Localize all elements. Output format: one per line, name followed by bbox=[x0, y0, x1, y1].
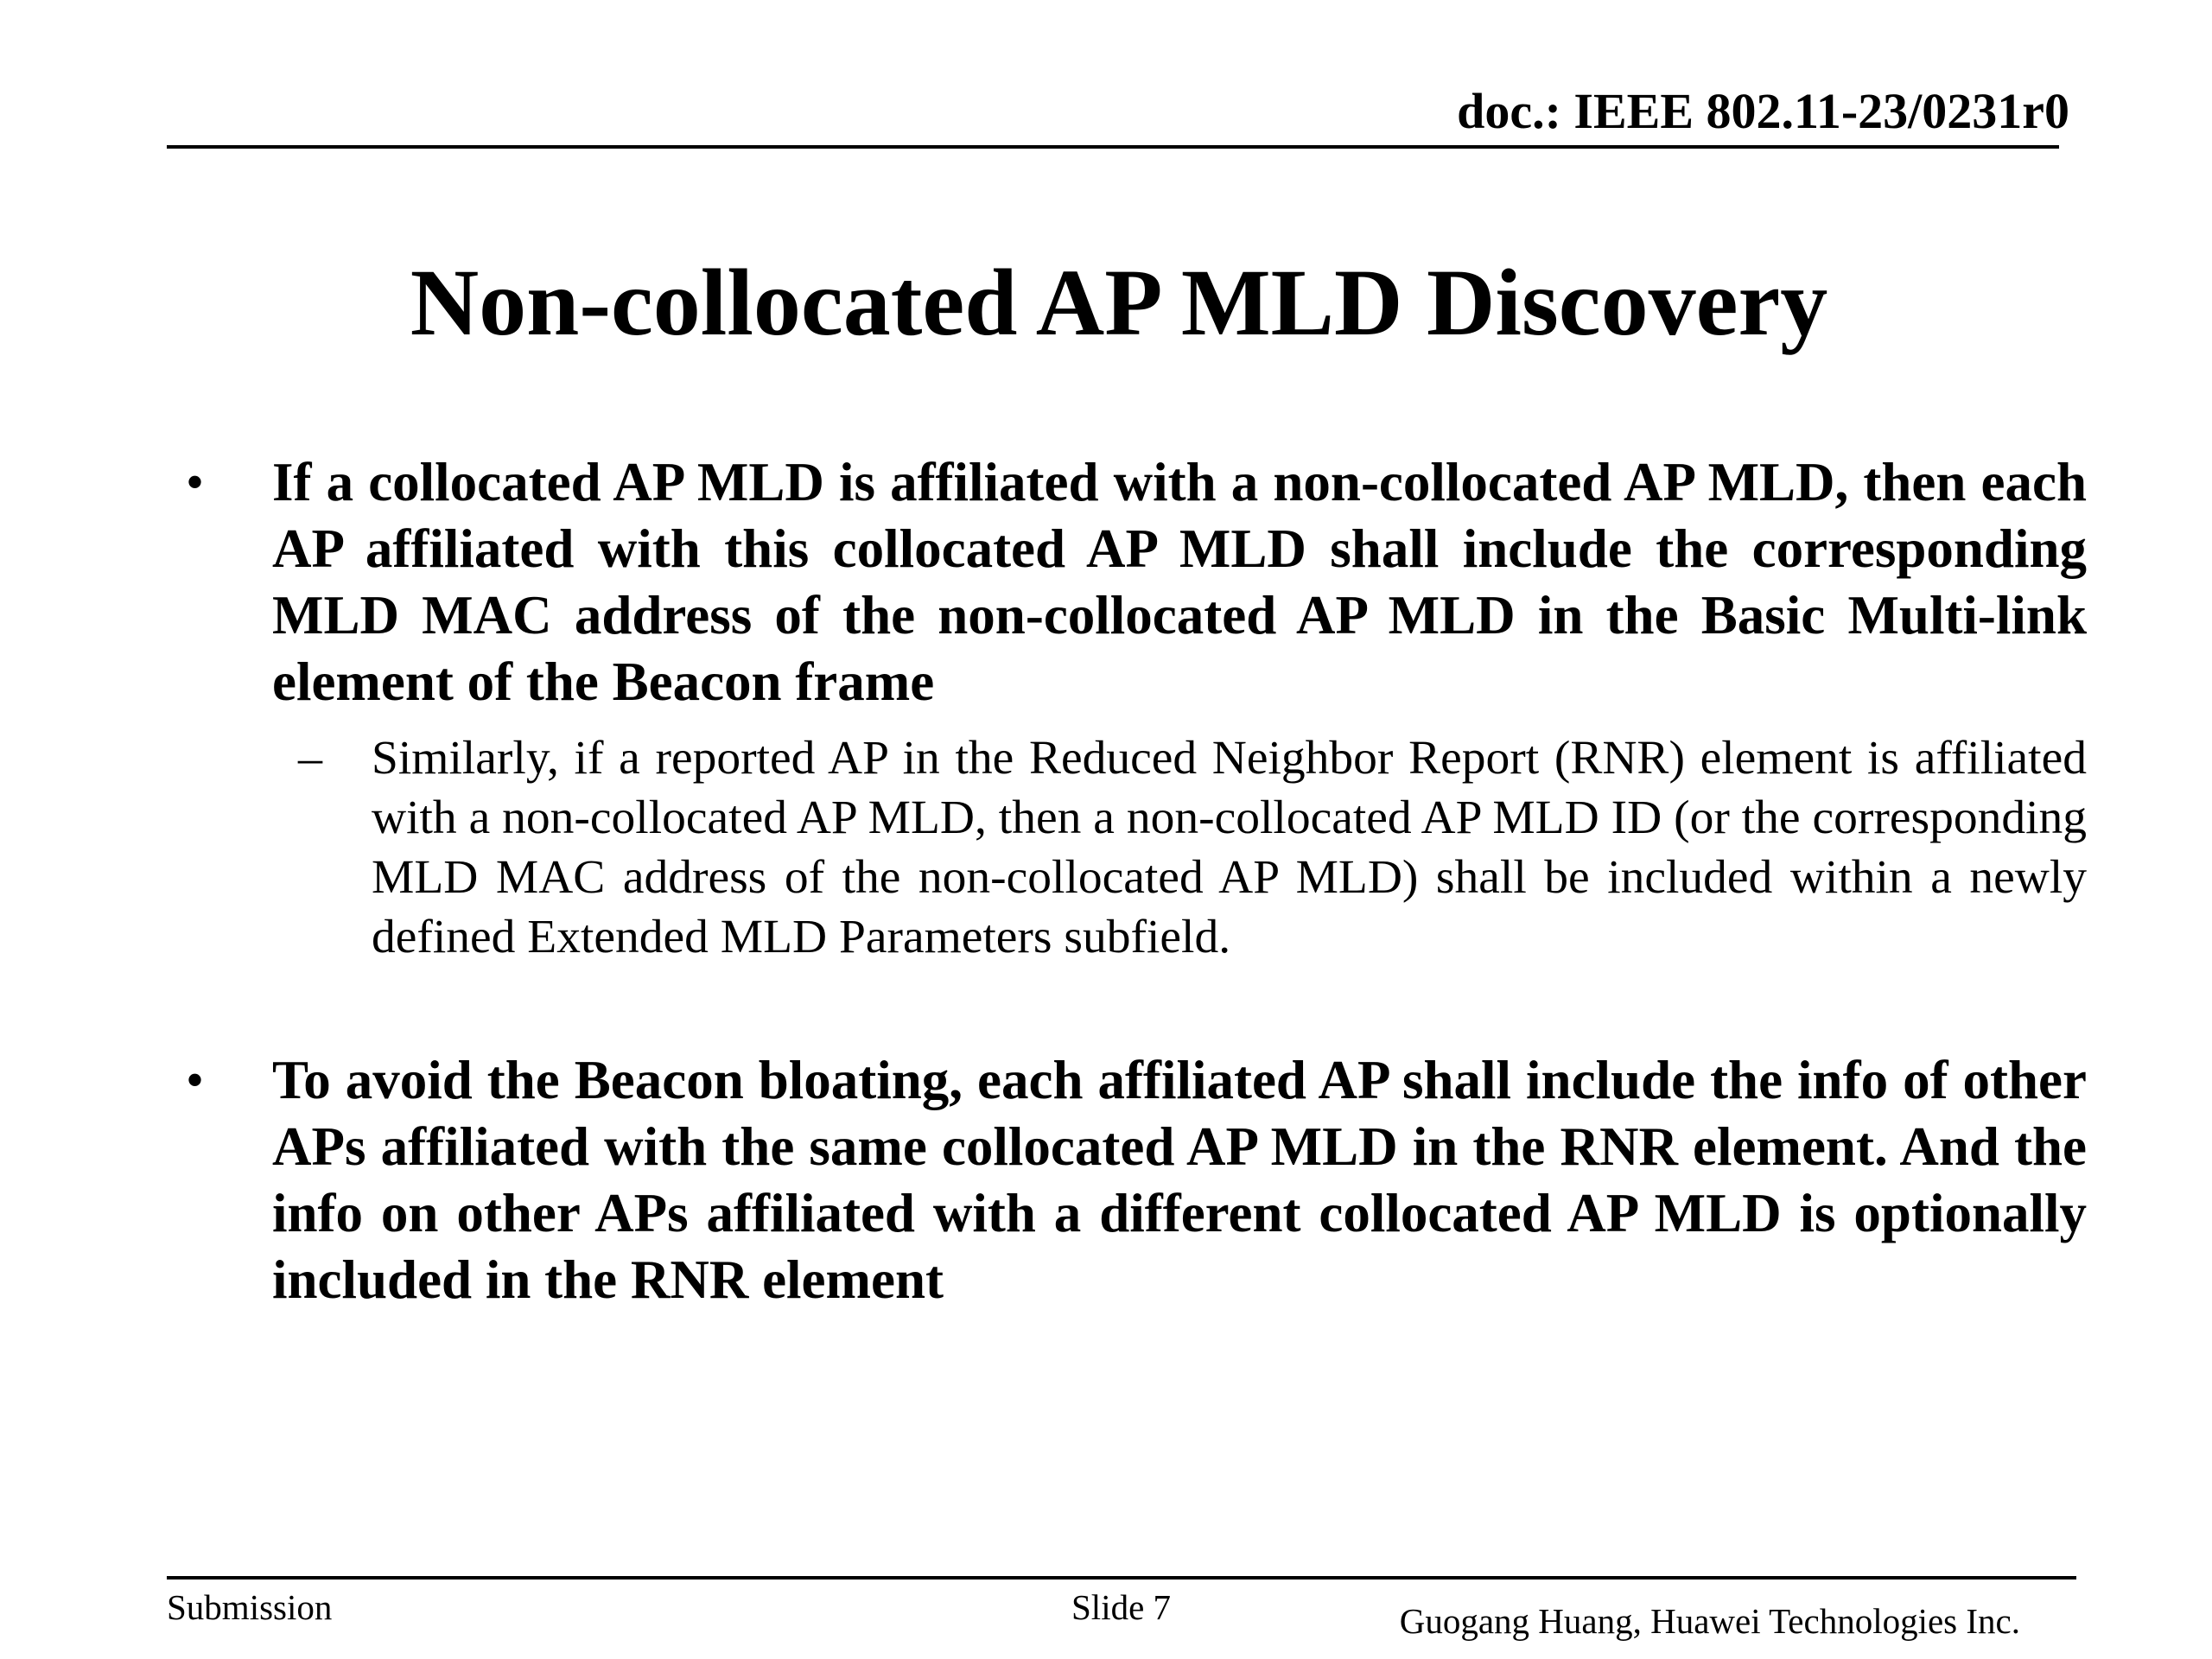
header-divider bbox=[167, 145, 2059, 149]
sub-bullet-text: Similarly, if a reported AP in the Reduced Neighbor Report (RNR) element is affiliated with a non-collocated AP MLD, then a non-collocated AP MLD ID (or the corresponding MLD MAC address of the non-collocated AP MLD) shall be included within a newly defined Extended MLD Parameters subfield. bbox=[372, 732, 2087, 963]
footer-author: Guogang Huang, Huawei Technologies Inc. bbox=[1399, 1601, 2020, 1641]
document-id: doc.: IEEE 802.11-23/0231r0 bbox=[1457, 83, 2069, 139]
bullet-marker: • bbox=[186, 1052, 205, 1109]
slide-number: Slide 7 bbox=[1071, 1587, 1172, 1627]
bullet-text: If a collocated AP MLD is affiliated with a non-collocated AP MLD, then each AP affiliated with this collocated AP MLD shall include the corresponding MLD MAC address of the non-collocated AP MLD in the Basic Multi-link element of the Beacon frame bbox=[272, 452, 2087, 712]
sub-bullet-marker: – bbox=[298, 731, 322, 785]
footer-submission: Submission bbox=[167, 1587, 333, 1627]
footer-divider bbox=[167, 1576, 2076, 1580]
bullet-marker: • bbox=[186, 454, 205, 511]
slide-title: Non-collocated AP MLD Discovery bbox=[410, 250, 1828, 355]
bullet-text: To avoid the Beacon bloating, each affiliated AP shall include the info of other APs affiliated with the same collocated AP MLD in the RNR element. And the info on other APs affiliated with a different collocated AP MLD is optionally included in the RNR element bbox=[272, 1050, 2087, 1310]
